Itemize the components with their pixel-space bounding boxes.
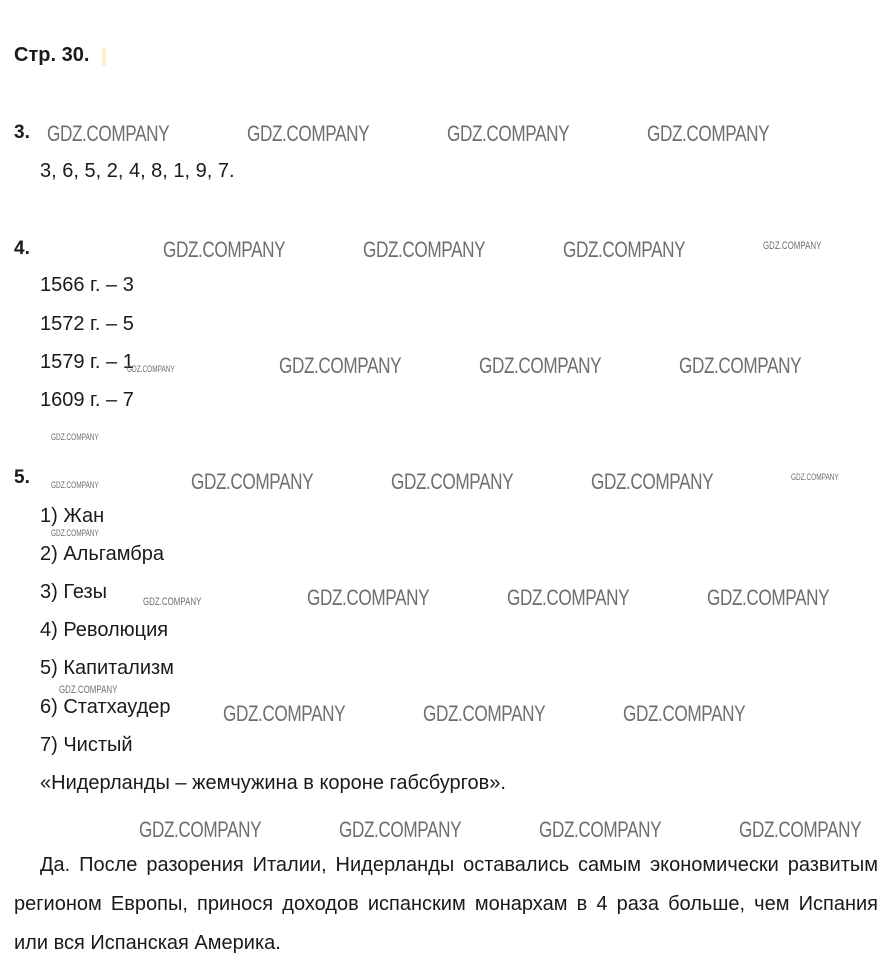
task-4-item: 1609 г. – 7	[40, 389, 134, 411]
watermark: GDZ.COMPANY	[363, 237, 486, 262]
task-4-item: 1572 г. – 5	[40, 313, 134, 335]
watermark: GDZ.COMPANY	[47, 121, 170, 146]
watermark: GDZ.COMPANY	[307, 585, 430, 610]
task-5-item: 4) Революция	[40, 619, 169, 641]
watermark: GDZ.COMPANY	[507, 585, 630, 610]
watermark: GDZ.COMPANY	[59, 684, 118, 696]
page-title: Стр. 30.	[14, 44, 90, 66]
task-5-number: 5.	[14, 467, 30, 488]
watermark: GDZ.COMPANY	[51, 528, 99, 538]
watermark: GDZ.COMPANY	[707, 585, 830, 610]
task-5-item: 3) Гезы	[40, 581, 108, 603]
watermark: GDZ.COMPANY	[51, 480, 99, 490]
paragraph-text: Да. После разорения Италии, Нидерланды оставались самым экономически развитым регионом Европы, принося доходов испанским монархам в 4 раза больше, чем Испания или вся Испанская Америка.	[14, 854, 878, 954]
watermark: GDZ.COMPANY	[247, 121, 370, 146]
watermark: GDZ.COMPANY	[763, 240, 822, 252]
task-5-item: 7) Чистый	[40, 734, 133, 756]
watermark: GDZ.COMPANY	[51, 432, 99, 442]
task-5-paragraph	[14, 846, 878, 963]
task-4-item: 1579 г. – 1	[40, 351, 134, 373]
watermark: GDZ.COMPANY	[739, 817, 862, 842]
task-4-number: 4.	[14, 238, 30, 259]
watermark: GDZ.COMPANY	[423, 701, 546, 726]
watermark: GDZ.COMPANY	[647, 121, 770, 146]
task-5-item: 2) Альгамбра	[40, 543, 164, 565]
watermark: GDZ.COMPANY	[279, 353, 402, 378]
watermark: GDZ.COMPANY	[447, 121, 570, 146]
watermark: GDZ.COMPANY	[339, 817, 462, 842]
watermark: GDZ.COMPANY	[191, 469, 314, 494]
watermark: GDZ.COMPANY	[223, 701, 346, 726]
watermark: GDZ.COMPANY	[163, 237, 286, 262]
watermark: GDZ.COMPANY	[539, 817, 662, 842]
task-3-answer: 3, 6, 5, 2, 4, 8, 1, 9, 7.	[40, 160, 235, 182]
task-5-item: 5) Капитализм	[40, 657, 174, 679]
watermark: GDZ.COMPANY	[391, 469, 514, 494]
watermark: GDZ.COMPANY	[143, 596, 202, 608]
watermark: GDZ.COMPANY	[591, 469, 714, 494]
watermark: GDZ.COMPANY	[791, 472, 839, 482]
highlight-mark	[102, 48, 106, 66]
watermark: GDZ.COMPANY	[679, 353, 802, 378]
watermark: GDZ.COMPANY	[563, 237, 686, 262]
task-3-number: 3.	[14, 122, 30, 143]
task-4-item: 1566 г. – 3	[40, 274, 134, 296]
watermark: GDZ.COMPANY	[127, 364, 175, 374]
task-5-item: 1) Жан	[40, 505, 105, 527]
watermark: GDZ.COMPANY	[479, 353, 602, 378]
task-5-quote: «Нидерланды – жемчужина в короне габсбургов».	[40, 772, 506, 794]
watermark: GDZ.COMPANY	[623, 701, 746, 726]
task-5-item: 6) Статхаудер	[40, 696, 171, 718]
watermark: GDZ.COMPANY	[139, 817, 262, 842]
